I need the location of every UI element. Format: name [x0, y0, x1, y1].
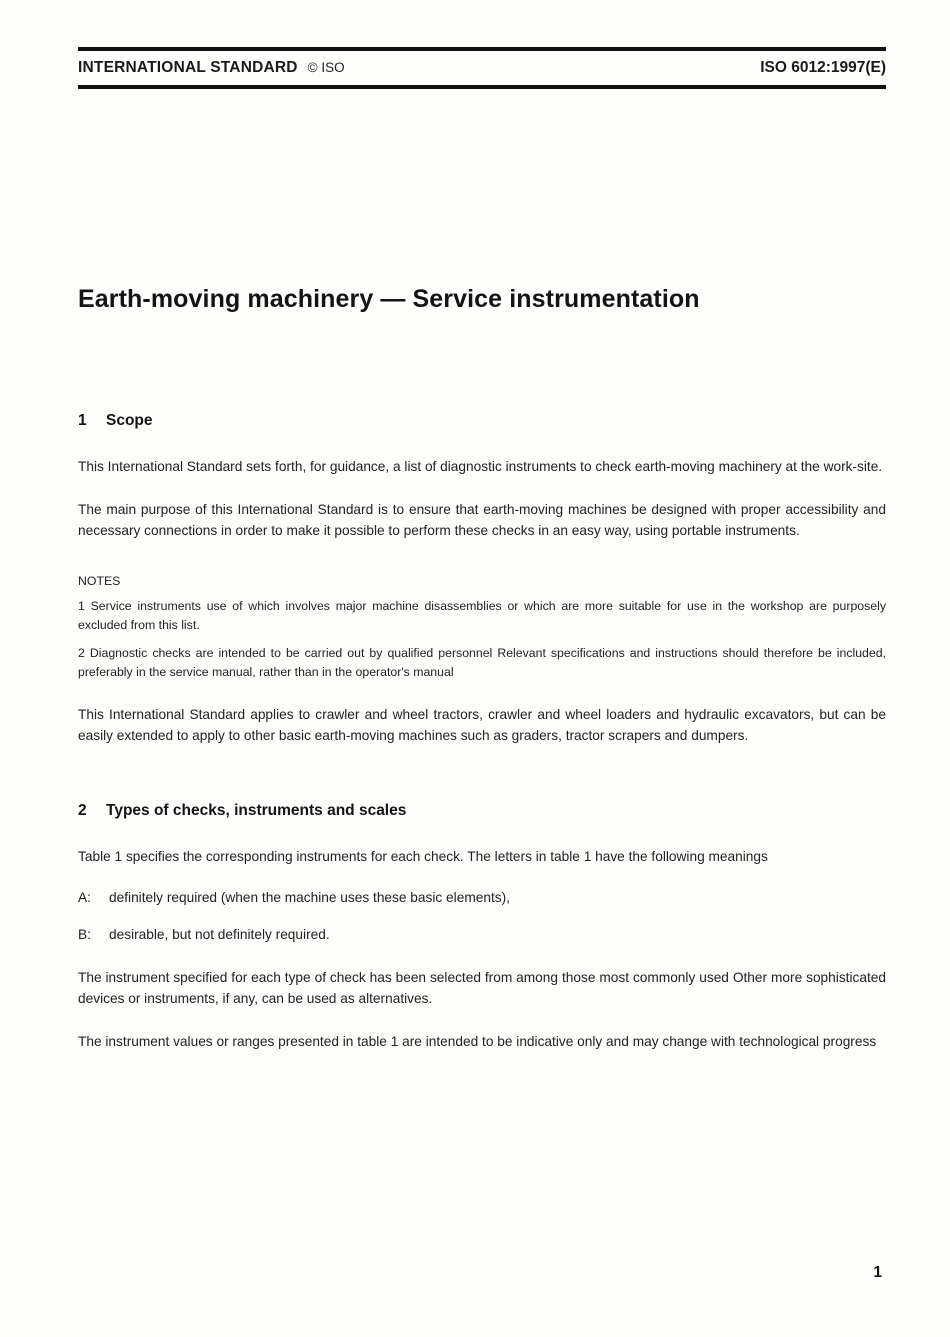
section-heading-types — [78, 802, 886, 820]
section-number: 1 — [78, 412, 87, 429]
definition-item-a — [78, 887, 886, 908]
copyright-iso-mark: © ISO — [307, 60, 345, 75]
notes-label: NOTES — [78, 574, 121, 588]
page-header — [78, 47, 886, 89]
definition-label-a: A: — [78, 890, 91, 905]
definition-text-b: desirable, but not definitely required. — [109, 927, 330, 942]
section-number: 2 — [78, 802, 87, 819]
scope-paragraph-2: The main purpose of this International Standard is to ensure that earth-moving machines be designed with proper accessibility and necessary connections in order to make it possible to perform these checks in an easy way, using portable instruments. — [78, 502, 886, 538]
definition-label-b: B: — [78, 927, 91, 942]
page-number: 1 — [873, 1264, 882, 1281]
definition-item-b — [78, 924, 886, 945]
scope-paragraph-3: This International Standard applies to crawler and wheel tractors, crawler and wheel loaders and hydraulic excavators, but can be easily extended to apply to other basic earth-moving machines such as graders, tractor scrapers and dumpers. — [78, 707, 886, 743]
header-standard-label: INTERNATIONAL STANDARD — [78, 59, 298, 76]
section-title: Types of checks, instruments and scales — [106, 802, 407, 819]
note-2: 2 Diagnostic checks are intended to be carried out by qualified personnel Relevant specifications and instructions should therefore be included, preferably in the service manual, rather than in the operator's manual — [78, 646, 886, 679]
types-paragraph-3: The instrument values or ranges presented in table 1 are intended to be indicative only and may change with technological progress — [78, 1034, 877, 1049]
letter-definitions — [78, 887, 886, 945]
scope-paragraph-1: This International Standard sets forth, for guidance, a list of diagnostic instruments to check earth-moving machinery at the work-site. — [78, 459, 883, 474]
note-1: 1 Service instruments use of which involves major machine disassemblies or which are more suitable for use in the workshop are purposely excluded from this list. — [78, 599, 886, 632]
page-content — [78, 0, 886, 1052]
definition-text-a: definitely required (when the machine uses these basic elements), — [109, 890, 510, 905]
section-title: Scope — [106, 412, 153, 429]
document-title: Earth-moving machinery — Service instrumentation — [78, 285, 700, 313]
types-paragraph-1: Table 1 specifies the corresponding instruments for each check. The letters in table 1 have the following meanings — [78, 849, 768, 864]
header-left — [78, 59, 345, 77]
header-document-reference: ISO 6012:1997(E) — [760, 59, 886, 76]
types-paragraph-2: The instrument specified for each type of check has been selected from among those most commonly used Other more sophisticated devices or instruments, if any, can be used as alternatives. — [78, 970, 886, 1006]
section-heading-scope — [78, 412, 886, 430]
